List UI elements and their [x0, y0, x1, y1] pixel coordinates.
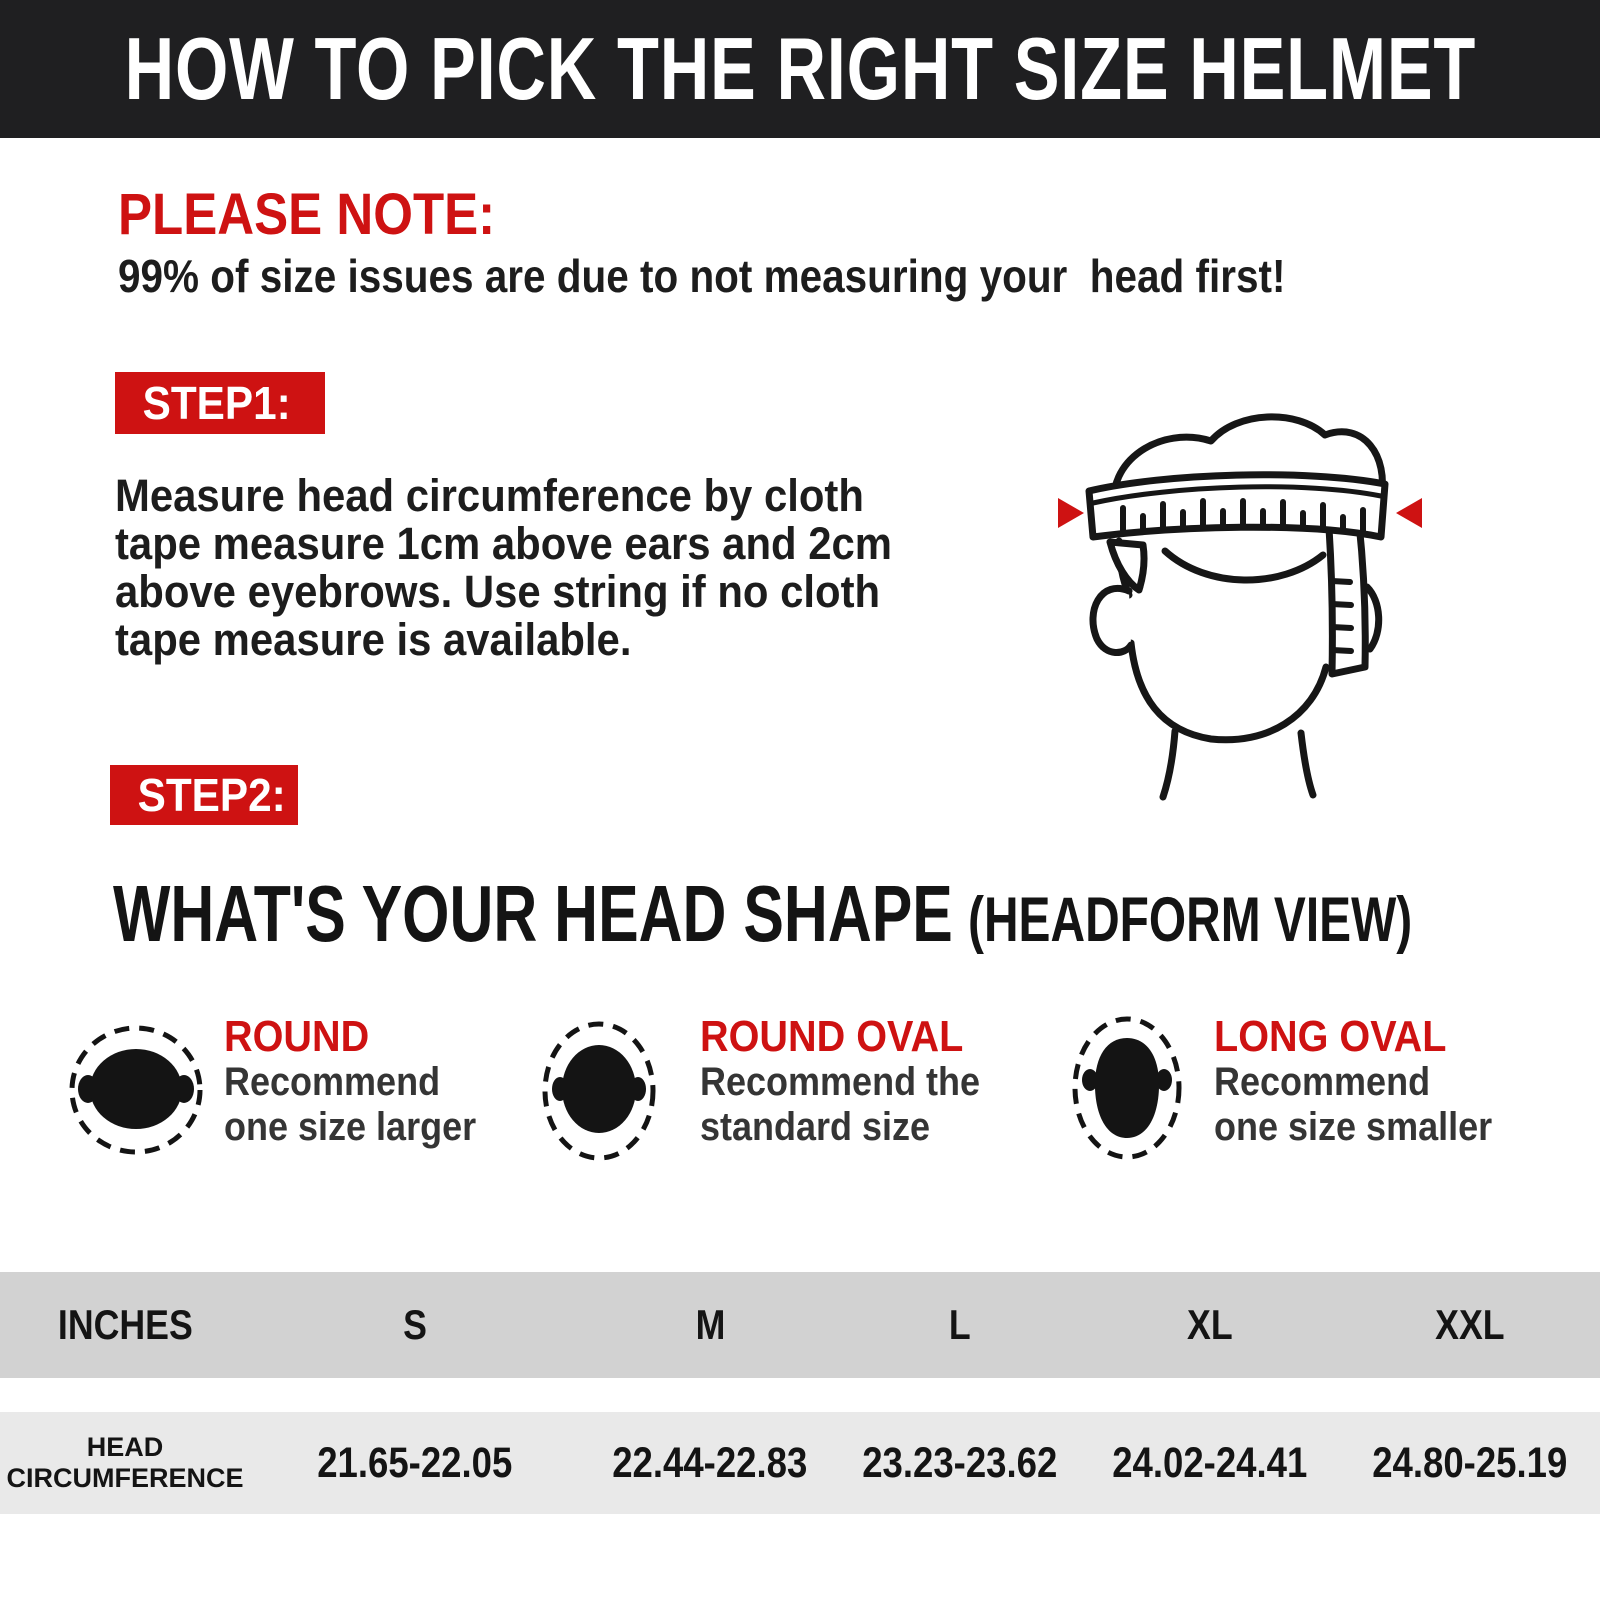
head-circumference-label	[6, 1432, 243, 1494]
long-oval-shape-text	[1214, 1014, 1523, 1150]
round-shape-desc: one size larger	[224, 1105, 477, 1149]
head-shape-heading-sub: (HEADFORM VIEW)	[968, 885, 1413, 955]
circumference-xxl: 24.80-25.19	[1372, 1438, 1568, 1487]
banner	[0, 0, 1600, 138]
please-note-body: 99% of size issues are due to not measuring your head first!	[118, 250, 1286, 302]
page-title: HOW TO PICK THE RIGHT SIZE HELMET	[124, 19, 1476, 118]
step2-badge	[110, 765, 298, 825]
head-circumference-label-line: HEAD	[86, 1432, 164, 1462]
size-table-cell	[1095, 1439, 1325, 1488]
size-table-cell	[595, 1439, 825, 1488]
step1-line: above eyebrows. Use string if no cloth	[115, 566, 881, 617]
head-measuring-tape-icon	[1015, 385, 1495, 805]
head-shape-heading-main: WHAT'S YOUR HEAD SHAPE	[113, 869, 953, 958]
left-arrow-icon	[1058, 498, 1084, 528]
step1-label: STEP1:	[142, 377, 291, 429]
size-table-cell	[1183, 1301, 1237, 1349]
size-xxl-header: XXL	[1435, 1301, 1505, 1348]
size-table-cell	[1355, 1439, 1585, 1488]
long-oval-shape-desc: Recommend	[1214, 1060, 1431, 1104]
please-note-heading: PLEASE NOTE:	[118, 182, 496, 247]
round-oval-shape-label: ROUND OVAL	[700, 1012, 964, 1061]
long-oval-headform-icon	[1070, 1014, 1184, 1162]
size-table-cell	[947, 1301, 973, 1349]
size-table-cell	[1429, 1301, 1511, 1349]
size-s-header: S	[403, 1301, 427, 1348]
right-arrow-icon	[1396, 498, 1422, 528]
head-shape-heading	[113, 868, 1412, 960]
inches-header: INCHES	[57, 1301, 193, 1348]
circumference-s: 21.65-22.05	[317, 1438, 513, 1487]
long-oval-shape-desc: one size smaller	[1214, 1105, 1493, 1149]
circumference-l: 23.23-23.62	[862, 1438, 1058, 1487]
step1-line: tape measure is available.	[115, 614, 632, 665]
circumference-xl: 24.02-24.41	[1112, 1438, 1308, 1487]
round-shape-desc: Recommend	[224, 1060, 441, 1104]
size-table-cell	[46, 1301, 205, 1349]
size-table-cell	[401, 1301, 429, 1349]
head-circumference-label-line: CIRCUMFERENCE	[6, 1463, 244, 1493]
size-table-cell	[300, 1439, 530, 1488]
step1-instructions	[115, 472, 892, 664]
step1-line: Measure head circumference by cloth	[115, 470, 864, 521]
size-table-cell	[693, 1301, 728, 1349]
circumference-m: 22.44-22.83	[612, 1438, 808, 1487]
round-oval-shape-text	[700, 1014, 1011, 1150]
round-oval-shape-desc: standard size	[700, 1105, 931, 1149]
size-m-header: M	[695, 1301, 725, 1348]
round-headform-icon	[66, 1020, 206, 1160]
size-table-cell	[845, 1439, 1075, 1488]
step2-label: STEP2:	[137, 769, 286, 821]
round-shape-label: ROUND	[224, 1012, 370, 1061]
long-oval-shape-label: LONG OVAL	[1214, 1012, 1447, 1061]
step1-line: tape measure 1cm above ears and 2cm	[115, 518, 892, 569]
size-table-circumference-row	[0, 1412, 1600, 1514]
size-xl-header: XL	[1187, 1301, 1233, 1348]
size-table-header-row	[0, 1272, 1600, 1378]
round-shape-text	[224, 1014, 504, 1150]
step1-badge	[115, 372, 325, 434]
size-l-header: L	[949, 1301, 971, 1348]
round-oval-shape-desc: Recommend the	[700, 1060, 981, 1104]
round-oval-headform-icon	[540, 1018, 658, 1164]
